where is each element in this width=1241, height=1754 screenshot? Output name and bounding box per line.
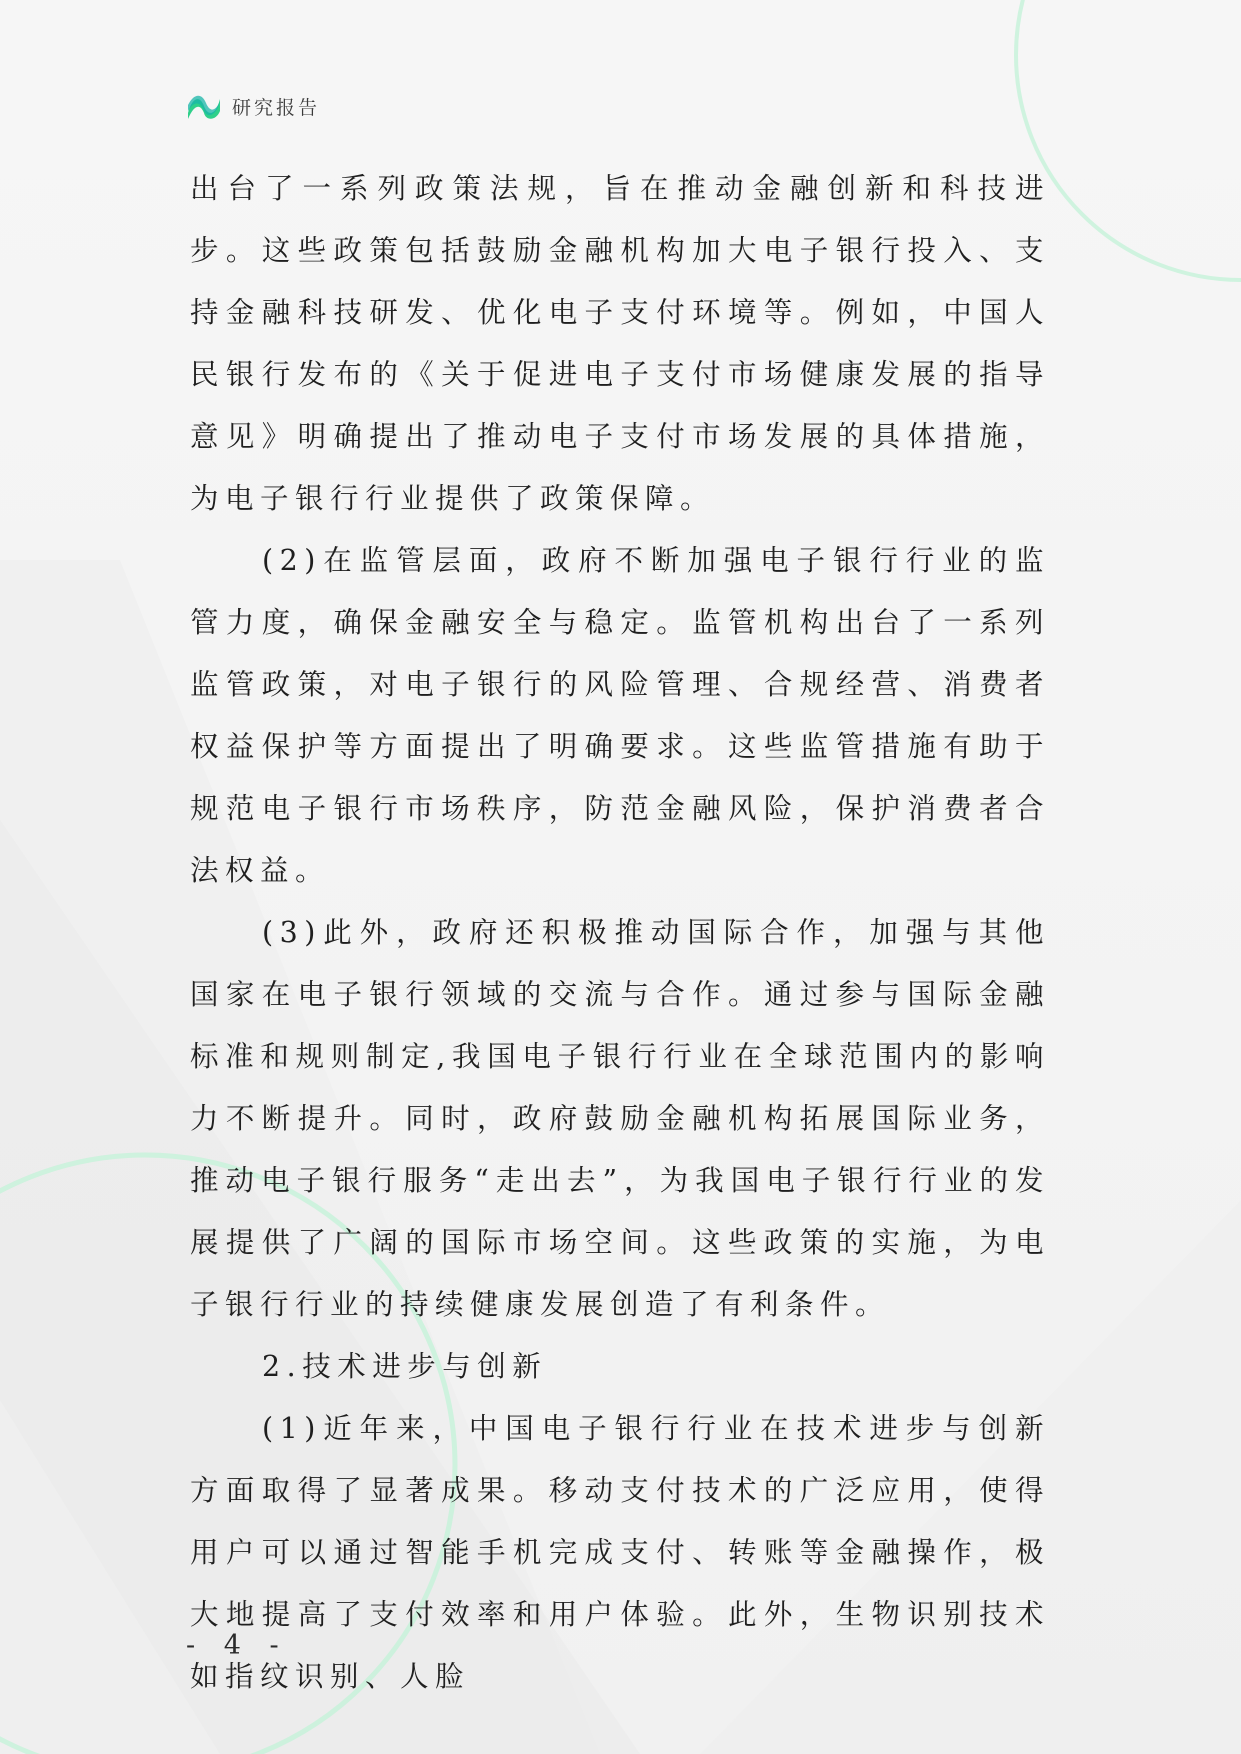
page-header bbox=[186, 88, 320, 124]
page-number: - 4 - bbox=[186, 1630, 289, 1661]
paragraph-technology: (1)近年来，中国电子银行行业在技术进步与创新方面取得了显著成果。移动支付技术的广泛应用，使得用户可以通过智能手机完成支付、转账等金融操作，极大地提高了支付效率和用户体验。此外，生物识别技术如指纹识别、人脸 bbox=[190, 1412, 1050, 1693]
paragraph-policy-continuation: 出台了一系列政策法规，旨在推动金融创新和科技进步。这些政策包括鼓励金融机构加大电子银行投入、支持金融科技研发、优化电子支付环境等。例如，中国人民银行发布的《关于促进电子支付市场健康发展的指导意见》明确提出了推动电子支付市场发展的具体措施，为电子银行行业提供了政策保障。 bbox=[190, 172, 1050, 515]
paragraph-international-cooperation: (3)此外，政府还积极推动国际合作，加强与其他国家在电子银行领域的交流与合作。通过参与国际金融标准和规则制定,我国电子银行行业在全球范围内的影响力不断提升。同时，政府鼓励金融机构拓展国际业务，推动电子银行服务“走出去”，为我国电子银行行业的发展提供了广阔的国际市场空间。这些政策的实施，为电子银行行业的持续健康发展创造了有利条件。 bbox=[190, 916, 1050, 1321]
paragraph-regulation: (2)在监管层面，政府不断加强电子银行行业的监管力度，确保金融安全与稳定。监管机构出台了一系列监管政策，对电子银行的风险管理、合规经营、消费者权益保护等方面提出了明确要求。这些监管措施有助于规范电子银行市场秩序，防范金融风险，保护消费者合法权益。 bbox=[190, 544, 1050, 887]
section-heading-technology: 2.技术进步与创新 bbox=[262, 1350, 548, 1383]
brand-logo-icon bbox=[186, 91, 222, 121]
header-title: 研究报告 bbox=[232, 96, 321, 119]
document-body bbox=[190, 158, 1050, 1708]
